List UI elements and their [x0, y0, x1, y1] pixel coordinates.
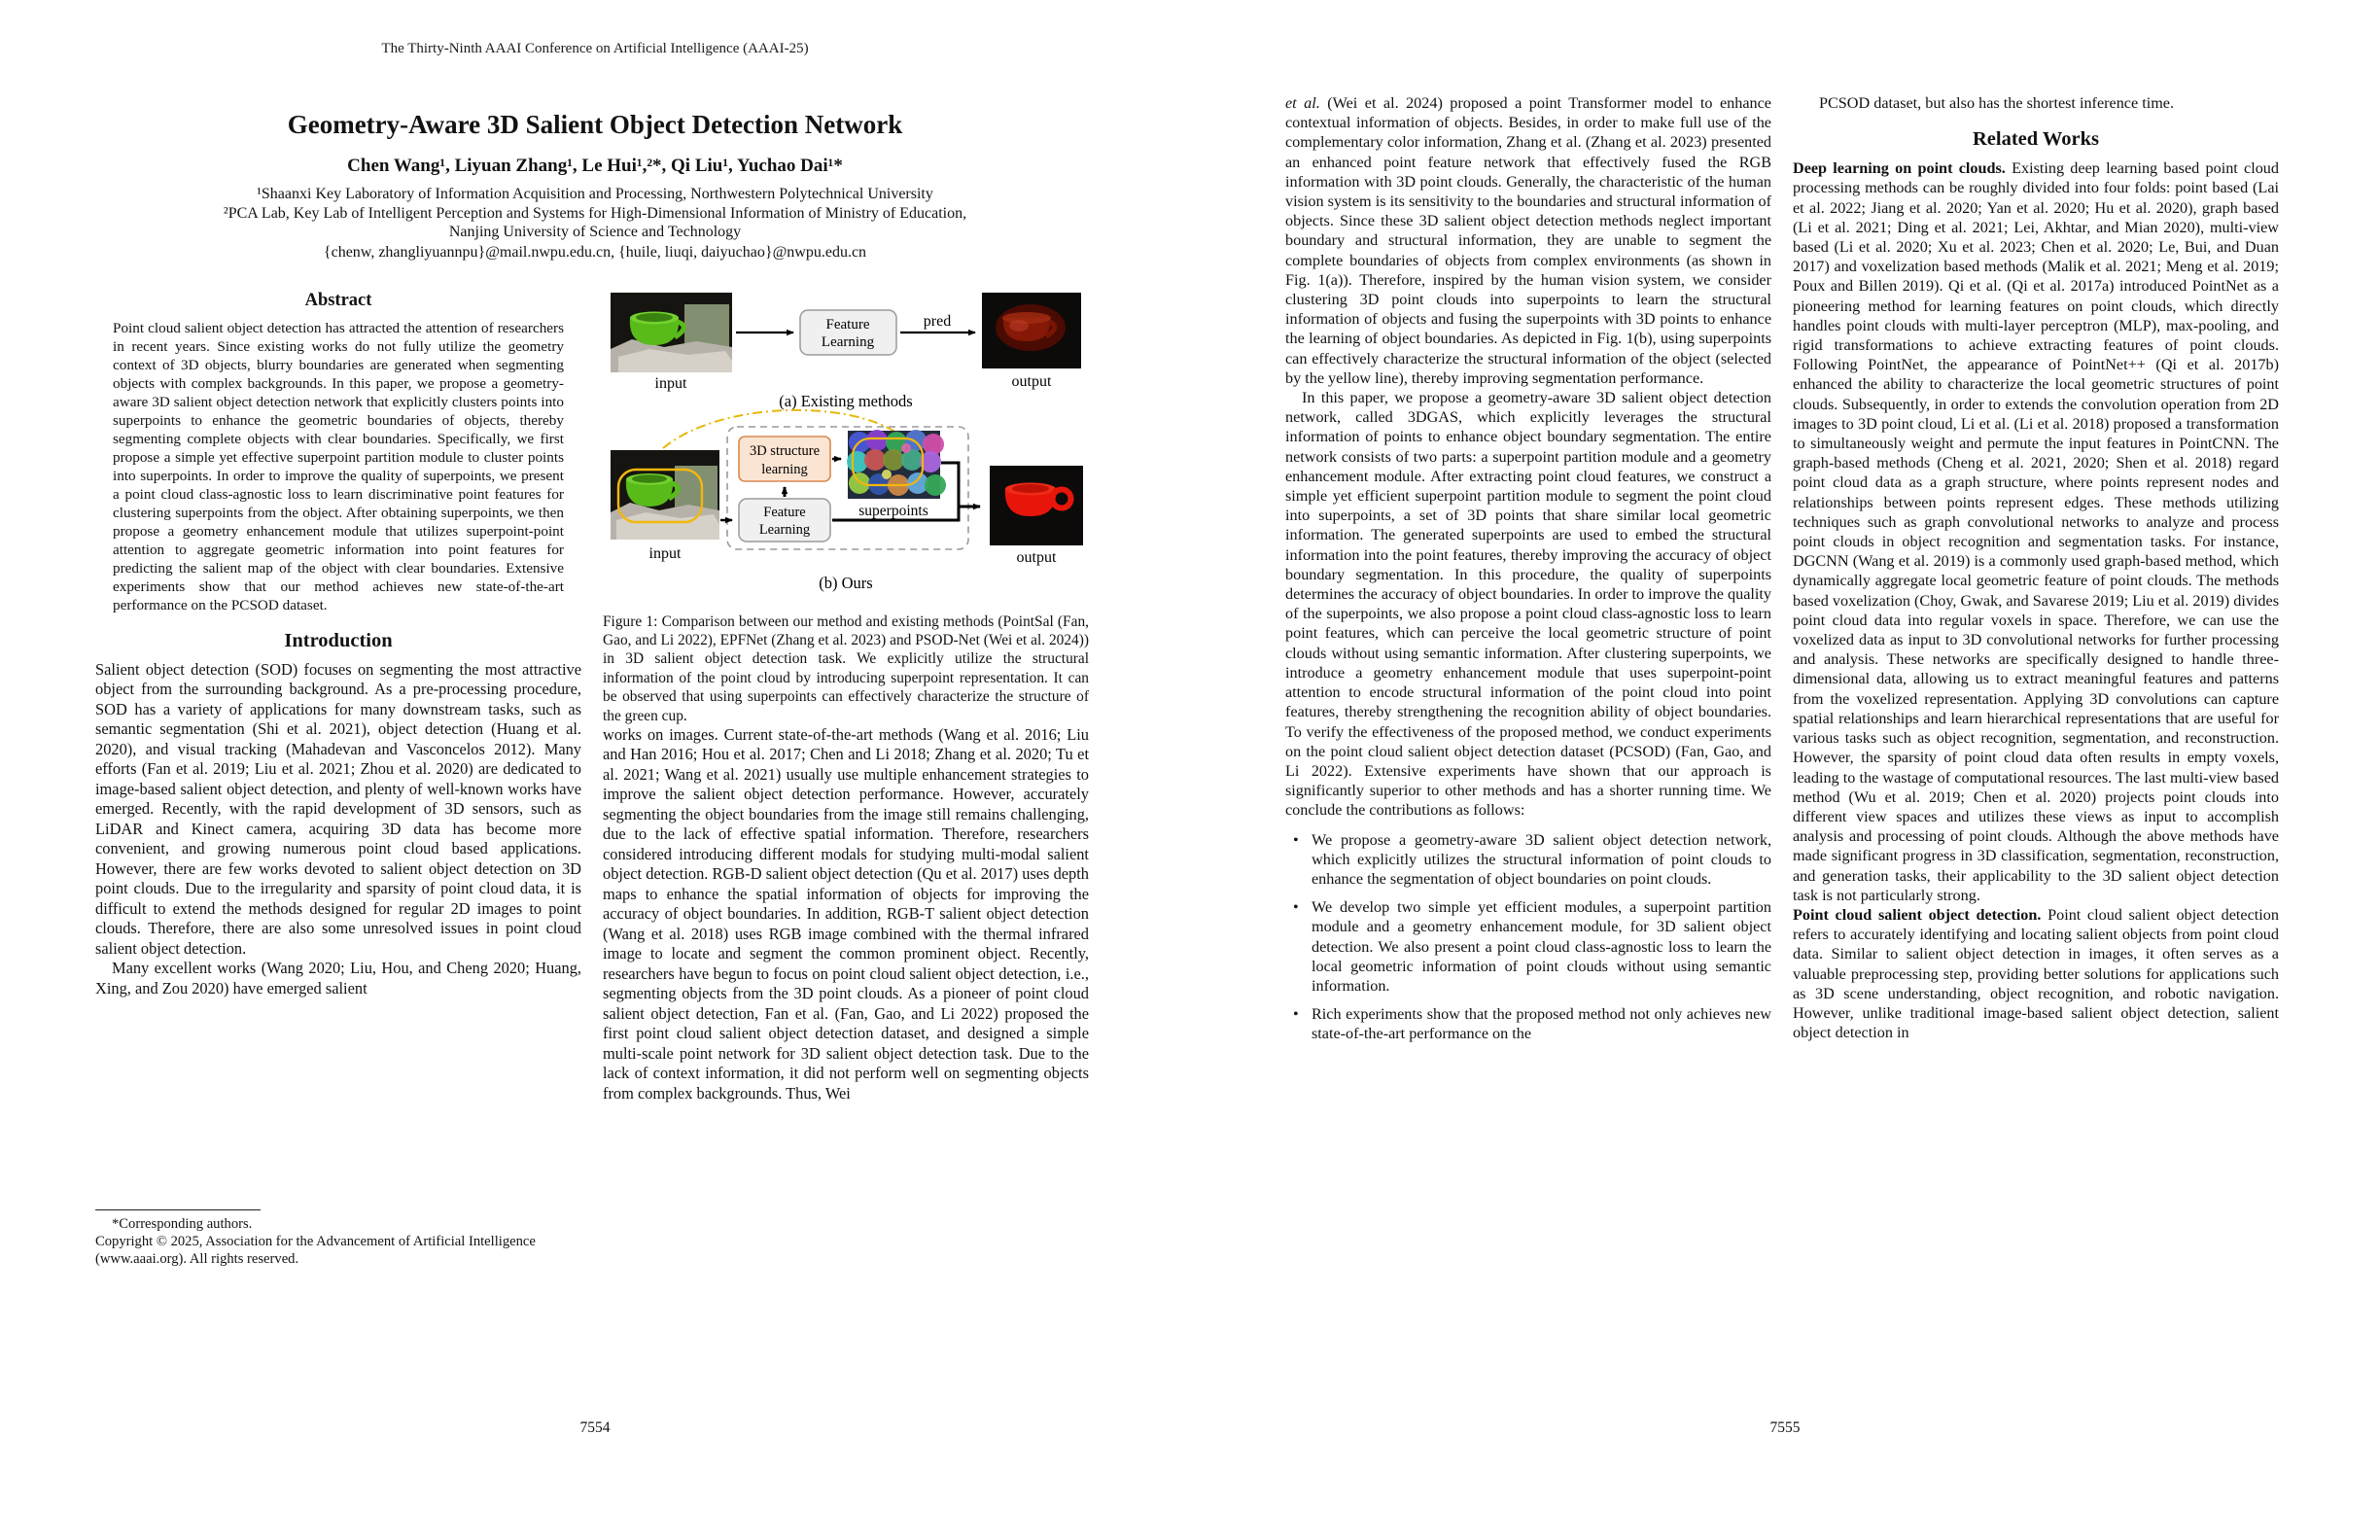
pred-label: pred	[923, 312, 952, 330]
footnote-corresponding: *Corresponding authors.	[112, 1215, 253, 1232]
affiliation-1: ¹Shaanxi Key Laboratory of Information Acquisition and Processing, Northwestern Polytechnical University	[257, 186, 933, 202]
paper-title: Geometry-Aware 3D Salient Object Detection Network	[287, 110, 903, 139]
introduction-heading: Introduction	[284, 629, 393, 651]
contribution-list	[1285, 830, 1771, 1044]
contribution-item-3	[1285, 1004, 1771, 1043]
affiliation-3: Nanjing University of Science and Technology	[448, 224, 742, 240]
footnote	[95, 1209, 581, 1269]
output-image-b	[990, 466, 1083, 545]
feature-learning-label-b2: Learning	[758, 521, 811, 538]
input-image-a	[611, 293, 732, 372]
structure-learning-label-2: learning	[761, 461, 808, 477]
figure1-diagram	[603, 285, 1089, 598]
output-label-b: output	[1016, 548, 1057, 566]
output-image-a	[982, 293, 1081, 368]
footnote-rule	[95, 1209, 261, 1210]
affiliations	[0, 185, 1190, 242]
contribution-text-1: We propose a geometry-aware 3D salient object detection network, which explicitly utilizes the structural information of point clouds to enhance the segmentation of object boundaries on point clouds.	[1312, 830, 1771, 888]
related-p2-text: Point cloud salient object detection refers to accurately identifying and locating salient objects from point cloud data. Similar to salient object detection in images, it often serves as a valuable preprocessing step, providing better solutions for applications such as 3D scene understanding, object recognition, and robotic navigation. However, unlike traditional image-based salient object detection, salient object detection in	[1793, 905, 2279, 1042]
related-works-heading: Related Works	[1972, 128, 2100, 151]
conference-header: The Thirty-Ninth AAAI Conference on Artificial Intelligence (AAAI-25)	[381, 41, 809, 56]
output-label-a: output	[1011, 372, 1052, 390]
structure-learning-box	[739, 437, 830, 481]
intro-paragraph-2: Many excellent works (Wang 2020; Liu, Hou, and Cheng 2020; Huang, Xing, and Zou 2020) have emerged salient	[95, 959, 581, 998]
feature-learning-label-a1: Feature	[825, 316, 870, 332]
page-number-1: 7554	[579, 1419, 611, 1436]
figure1-caption: Figure 1: Comparison between our method and existing methods (PointSal (Fan, Gao, and Li 2022), EPFNet (Zhang et al. 2023) and PSOD-Net (Wei et al. 2024)) in 3D salient object detection task. We explicitly utilize the structural information of the point cloud by introducing superpoint representation. It can be observed that using superpoints can effectively characterize the structure of the green cup.	[603, 612, 1089, 724]
page2-columns	[1190, 93, 2380, 1044]
superpoints-label: superpoints	[858, 502, 928, 519]
abstract-text: Point cloud salient object detection has attracted the attention of researchers in recent years. Since existing works do not fully utilize the geometry context of 3D objects, blurry boundaries are generated when segmenting objects with complex backgrounds. In this paper, we propose a geometry-aware 3D salient object detection network that explicitly clusters points into superpoints to enhance the geometric boundaries of objects, thereby segmenting complete objects with clear boundaries. Specifically, we first propose a simple yet effective superpoint partition module to cluster points into superpoints. In order to improve the quality of superpoints, we present a point cloud class-agnostic loss to learn discriminative point features for clustering superpoints from the object. After obtaining superpoints, we then propose a geometry enhancement module that utilizes superpoint-point attention to aggregate geometric information into point features for predicting the salient map of the object with clear boundaries. Extensive experiments show that our method achieves new state-of-the-art performance on the PCSOD dataset.	[113, 319, 564, 613]
etal-italic: et al.	[1285, 94, 1320, 112]
contribution-item-1	[1285, 830, 1771, 890]
affiliation-2: ²PCA Lab, Key Lab of Intelligent Perception and Systems for High-Dimensional Information of Ministry of Education,	[223, 204, 967, 222]
feature-learning-label-a2: Learning	[821, 333, 875, 350]
related-p1-lead: Deep learning on point clouds.	[1793, 159, 2006, 178]
feature-learning-label-b1: Feature	[763, 504, 806, 520]
bullet-marker: •	[1293, 1005, 1299, 1024]
related-paragraph-1	[1793, 158, 2279, 905]
bullet-continuation-line: PCSOD dataset, but also has the shortest inference time.	[1819, 94, 2175, 112]
abstract-heading: Abstract	[304, 290, 372, 310]
page-number-2: 7555	[1769, 1419, 1801, 1436]
page2-col1	[1285, 93, 1771, 1044]
footnote-copyright: Copyright © 2025, Association for the Advancement of Artificial Intelligence (www.aaai.org). All rights reserved.	[95, 1234, 536, 1268]
feature-learning-box-b	[739, 499, 830, 542]
page-2	[1190, 0, 2380, 1540]
author-list: Chen Wang¹, Liyuan Zhang¹, Le Hui¹,²*, Qi Liu¹, Yuchao Dai¹*	[347, 156, 843, 176]
input-image-b	[611, 450, 719, 540]
page2-col1-paragraph-1	[1285, 93, 1771, 388]
contribution-text-2: We develop two simple yet efficient modules, a superpoint partition module and a geometry enhancement module, for 3D salient object detection. We also present a point cloud class-agnostic loss to learn the local geometric information of point clouds without using semantic information.	[1312, 898, 1771, 995]
input-label-b: input	[648, 544, 682, 562]
input-label-a: input	[654, 374, 687, 392]
figure1	[603, 285, 1089, 725]
structure-learning-label-1: 3D structure	[749, 442, 821, 459]
page1-col2-paragraph: works on images. Current state-of-the-art methods (Wang et al. 2016; Liu and Han 2016; Hou et al. 2017; Chen and Li 2018; Zhang et al. 2020; Tu et al. 2021; Wang et al. 2021) usually use multiple enhancement strategies to improve the salient object detection performance. However, accurately segmenting the object boundaries from the image still remains challenging, due to the lack of effective spatial information. Therefore, researchers considered introducing different modals for studying multi-modal salient object detection. RGB-D salient object detection (Qu et al. 2017) uses depth maps to enhance the spatial information of objects for improving the accuracy of object boundaries. In addition, RGB-T salient object detection (Wang et al. 2018) uses RGB image combined with the thermal infrared image to locate and segment the common prominent object. Recently, researchers have begun to focus on point cloud salient object detection, i.e., segmenting objects from the 3D point clouds. As a pioneer of point cloud salient object detection, Fan et al. (Fan, Gao, and Li 2022) proposed the first point cloud salient object detection dataset, and designed a simple multi-scale point network for 3D salient object detection task. Due to the lack of context information, it did not perform well on segmenting objects from complex backgrounds. Thus, Wei	[603, 724, 1089, 1102]
bullet-marker: •	[1293, 830, 1299, 849]
subcaption-a: (a) Existing methods	[779, 391, 913, 410]
page2-col1-paragraph-2: In this paper, we propose a geometry-aware 3D salient object detection network, called 3DGAS, which explicitly leverages the structural information of points to enhance object boundary segmentation. The entire network consists of two parts: a superpoint partition module and a geometry enhancement module. After extracting point cloud features, we construct a simple yet efficient superpoint partition module to segment the point cloud into superpoints, a set of 3D points that share similar local geometric information. The generated superpoints are used to embed the structural information into the point features, thereby improving the accuracy of object boundary segmentation. In this procedure, the quality of superpoints determines the accuracy of object boundaries. In order to improve the quality of the superpoints, we also propose a point cloud class-agnostic loss to learn point features, which can perceive the local geometric structure of point clouds without using semantic information. After clustering superpoints, we introduce a geometry enhancement module that uses superpoint-point attention to encode structural information of the point cloud into point features, thereby strengthening the recognition ability of object boundaries. To verify the effectiveness of the proposed method, we conduct experiments on the point cloud salient object detection dataset (PCSOD) (Fan, Gao, and Li 2022). Extensive experiments have shown that our approach is significantly superior to other methods and has a shorter running time. We conclude the contributions as follows:	[1285, 389, 1771, 820]
related-p1-text: Existing deep learning based point cloud processing methods can be roughly divided into four folds: point based (Lai et al. 2022; Jiang et al. 2020; Yan et al. 2020; Hu et al. 2020), graph based (Li et al. 2021; Ding et al. 2021; Lei, Akhtar, and Mian 2020), multi-view based (Li et al. 2020; Xu et al. 2023; Chen et al. 2020; Le, Bui, and Duan 2017) and voxelization based methods (Malik et al. 2021; Meng et al. 2019; Poux and Billen 2019). Qi et al. (Qi et al. 2017a) introduced PointNet as a pioneering method for learning features on point clouds, which directly handles point clouds with multi-layer perceptron (MLP), max-pooling, and rigid transformations to achieve extracting features of point clouds. Following PointNet, the appearance of PointNet++ (Qi et al. 2017b) enhanced the ability to characterize the local geometric structures of point clouds. Subsequently, in order to extends the convolution operation from 2D images to 3D point cloud, Li et al. (Li et al. 2018) proposed a transformation to simultaneously weight and permute the input features in PointCNN. The graph-based methods (Cheng et al. 2021, 2020; Shen et al. 2018) regard point cloud data as a graph structure, where points represent nodes and relationships between points represent edges. These methods utilizing techniques such as graph convolutional networks to analyze and process point clouds in object recognition and segmentation tasks. For instance, DGCNN (Wang et al. 2019) is a commonly used graph-based method, which dynamically aggregate local geometric feature of point clouds. The methods based voxelization (Choy, Gwak, and Savarese 2019; Liu et al. 2019) divides point cloud data into regular voxels in space. Therefore, we can use the voxelized data as input to 3D convolutional networks for further processing and analysis. These networks are specifically designed to handle three-dimensional data, allowing us to extract meaningful features and patterns from the voxelized representation. Applying 3D convolutions can capture spatial relationships and learn hierarchical representations that are useful for various tasks such as object recognition, segmentation, and reconstruction. However, the sparsity of point cloud data often results in empty voxels, leading to the wastage of computational resources. The last multi-view based method (Wu et al. 2019; Chen et al. 2020) projects point clouds into different view spaces and utilizes these views as input to accomplish analysis and processing of point clouds. Although the above methods have made significant progress in 3D classification, segmentation, reconstruction, and generation tasks, their applicability to the 3D salient object detection task is not particularly strong.	[1793, 159, 2279, 904]
page2-col2	[1793, 93, 2279, 1044]
author-emails: {chenw, zhangliyuannpu}@mail.nwpu.edu.cn, {huile, liuqi, daiyuchao}@nwpu.edu.cn	[323, 243, 867, 261]
page1-col1	[95, 285, 581, 1269]
subcaption-b: (b) Ours	[819, 573, 873, 592]
bullet-marker: •	[1293, 898, 1299, 917]
page1-columns	[0, 285, 1190, 1269]
contribution-text-3: Rich experiments show that the proposed method not only achieves new state-of-the-art performance on the	[1312, 1005, 1771, 1043]
related-paragraph-2	[1793, 905, 2279, 1042]
page2-col1-paragraph-1-text: (Wei et al. 2024) proposed a point Transformer model to enhance contextual information of objects. Besides, in order to make full use of the complementary color information, Zhang et al. (Zhang et al. 2023) presented an enhanced point feature network that effectively fused the RGB information with 3D point clouds. Generally, the characteristic of the human vision system is its sensitivity to the boundaries and structural information of objects. Since these 3D salient object detection methods neglect important boundary and structural information, they are unable to segment the complete boundaries of objects from complex environments (as shown in Fig. 1(a)). Therefore, inspired by the human vision system, we consider clustering 3D point clouds into superpoints to learn the structural information of objects and fusing the superpoints with 3D points to enhance the learning of object boundaries. As depicted in Fig. 1(b), using superpoints can effectively characterize the structural information of the object (selected by the yellow line), thereby improving segmentation performance.	[1285, 94, 1771, 387]
intro-paragraph-1: Salient object detection (SOD) focuses on segmenting the most attractive object from the surrounding background. As a pre-processing procedure, SOD has a variety of applications for many downstream tasks, such as semantic segmentation (Shi et al. 2021), object detection (Huang et al. 2020), and visual tracking (Mahadevan and Vasconcelos 2012). Many efforts (Fan et al. 2019; Liu et al. 2021; Zhou et al. 2020) are dedicated to image-based salient object detection, and plenty of well-known works have emerged. Recently, with the rapid development of 3D sensors, such as LiDAR and Kinect camera, acquiring 3D data has become more convenient, and growing numerous point cloud based applications. However, there are few works devoted to salient object detection on 3D point clouds. Due to the irregularity and sparsity of point cloud data, it is difficult to extend the methods designed for regular 2D images to point clouds. Therefore, there are also some unresolved issues in point cloud salient object detection.	[95, 659, 581, 958]
superpoints-image	[847, 430, 946, 499]
related-p2-lead: Point cloud salient object detection.	[1793, 905, 2042, 924]
contribution-item-2	[1285, 897, 1771, 996]
feature-learning-box-a	[800, 310, 896, 355]
page1-col2	[603, 285, 1089, 1269]
